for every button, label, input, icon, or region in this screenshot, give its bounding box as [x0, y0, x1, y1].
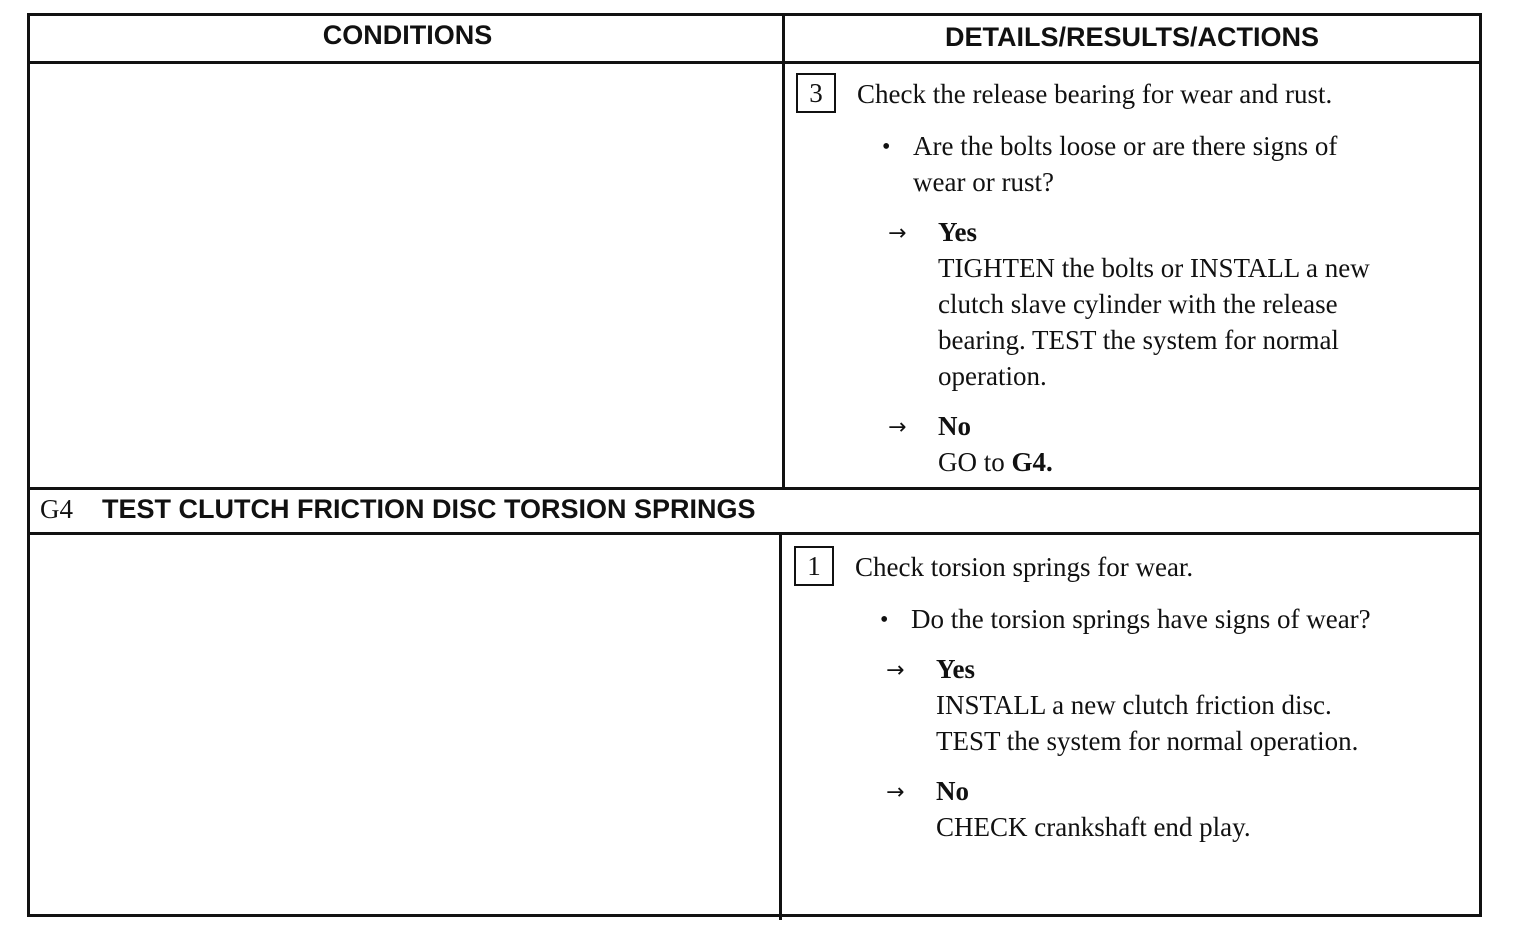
- conditions-header: CONDITIONS: [322, 20, 493, 50]
- no-arrow-icon: →: [888, 415, 907, 440]
- section-title-row: [30, 490, 1479, 534]
- yes-arrow-icon: →: [888, 221, 907, 246]
- yes-arrow-icon: →: [886, 658, 905, 683]
- yes-line-2: clutch slave cylinder with the release: [938, 289, 1338, 319]
- bullet-icon: •: [880, 607, 889, 633]
- yes-line-3: bearing. TEST the system for normal: [938, 325, 1339, 355]
- table-header: [30, 16, 1479, 64]
- yes-line-1: TIGHTEN the bolts or INSTALL a new: [938, 253, 1370, 283]
- yes-line-4: operation.: [938, 361, 1047, 391]
- yes-line-2: TEST the system for normal operation.: [936, 726, 1359, 756]
- question-line-1: Are the bolts loose or are there signs of: [913, 131, 1338, 161]
- no-action-text: CHECK crankshaft end play.: [936, 812, 1251, 842]
- step-text: Check the release bearing for wear and rust.: [857, 79, 1333, 109]
- yes-label: Yes: [936, 654, 975, 684]
- column-divider-top: [782, 16, 785, 490]
- section-code: G4: [40, 494, 73, 524]
- section-title: TEST CLUTCH FRICTION DISC TORSION SPRINGS: [102, 494, 756, 524]
- no-label: No: [936, 776, 969, 806]
- step-number-box: 3: [796, 73, 836, 113]
- no-label: No: [938, 411, 971, 441]
- step-text: Check torsion springs for wear.: [855, 552, 1194, 582]
- no-action: [938, 444, 1053, 480]
- no-action-reference: G4.: [1011, 447, 1053, 477]
- step-number-box: 1: [794, 546, 834, 586]
- question-line: Do the torsion springs have signs of wear?: [911, 604, 1371, 634]
- question-line-2: wear or rust?: [913, 167, 1054, 197]
- column-divider-bottom: [779, 534, 782, 920]
- no-action-text: GO to: [938, 447, 1012, 477]
- yes-label: Yes: [938, 217, 977, 247]
- diagnostic-table: [27, 13, 1482, 917]
- no-arrow-icon: →: [886, 780, 905, 805]
- bullet-icon: •: [882, 134, 891, 160]
- details-header: DETAILS/RESULTS/ACTIONS: [944, 22, 1319, 52]
- yes-line-1: INSTALL a new clutch friction disc.: [936, 690, 1332, 720]
